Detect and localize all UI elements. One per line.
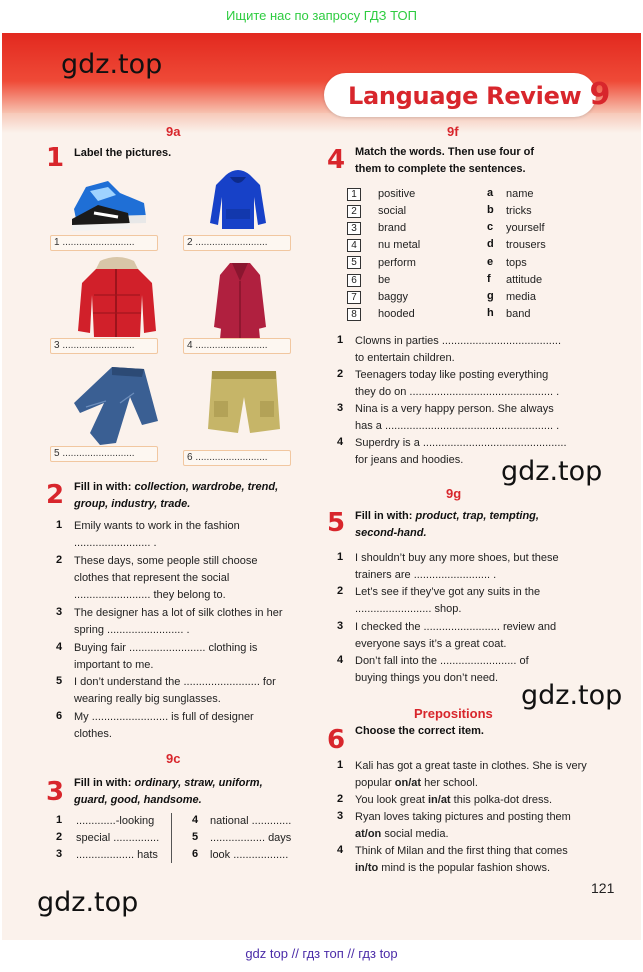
item-number: 4	[337, 844, 344, 856]
item-number: 4	[337, 436, 344, 448]
page-title	[348, 77, 610, 112]
ex5-item-4-line-1: Don’t fall into the ......................... of	[355, 655, 529, 667]
ex3-item-6: look ..................	[210, 849, 289, 861]
match-right-g: media	[506, 291, 536, 303]
match-letter: g	[487, 290, 494, 302]
column-divider	[171, 813, 172, 863]
ex2-item-2-line-3: ......................... they belong to.	[74, 589, 226, 601]
exercise-4-number: 4	[327, 145, 346, 175]
match-box: 4	[347, 239, 361, 252]
ex2-item-4-line-1: Buying fair ......................... clothing is	[74, 642, 258, 654]
watermark: gdz.top	[61, 49, 163, 80]
item-number: 2	[56, 554, 63, 566]
ex5-item-4-line-2: buying things you don’t need.	[355, 672, 499, 684]
exercise-5-instruction-cont	[355, 525, 427, 542]
item-number: 6	[192, 848, 199, 860]
match-letter: e	[487, 256, 494, 268]
coat-image	[212, 257, 268, 341]
choice-on-at[interactable]: on/at	[394, 777, 422, 789]
ex2-item-5-line-2: wearing really big sunglasses.	[74, 693, 221, 705]
item-number: 4	[56, 641, 63, 653]
ex5-item-2-line-1: Let’s see if they’ve got any suits in the	[355, 586, 541, 598]
label-box-6[interactable]: 6 ..........................	[183, 450, 291, 466]
instruction-prefix: Fill in with:	[355, 510, 416, 522]
title-number: 9	[589, 77, 611, 112]
item-number: 3	[337, 402, 344, 414]
match-letter: c	[487, 221, 494, 233]
ex3-item-5: .................. days	[210, 832, 292, 844]
title-label: Language Review	[348, 82, 582, 110]
match-right-d: trousers	[506, 239, 546, 251]
label-box-2[interactable]: 2 ..........................	[183, 235, 291, 251]
section-9f: 9f	[447, 124, 459, 139]
ex4-sentence-2-line-1: Teenagers today like posting everything	[355, 369, 549, 381]
top-search-link[interactable]: Ищите нас по запросу ГДЗ ТОП	[226, 8, 417, 23]
match-left-5: perform	[378, 257, 416, 269]
ex6-item-1-line-1: Kali has got a great taste in clothes. She is very	[355, 760, 587, 772]
match-box: 8	[347, 308, 361, 321]
item-number: 3	[337, 810, 344, 822]
exercise-3-number: 3	[46, 777, 65, 807]
shorts-image	[204, 367, 284, 443]
exercise-3-instruction	[74, 775, 263, 792]
watermark: gdz.top	[521, 680, 623, 711]
text-part: mind is the popular fashion shows.	[378, 862, 551, 874]
ex2-item-3-line-2: spring ......................... .	[74, 624, 190, 636]
match-left-6: be	[378, 274, 391, 286]
item-number: 4	[192, 814, 199, 826]
match-left-1: positive	[378, 188, 416, 200]
match-box: 2	[347, 205, 361, 218]
item-number: 1	[56, 519, 63, 531]
match-box: 5	[347, 256, 361, 269]
match-letter: h	[487, 307, 494, 319]
ex4-sentence-1-line-1: Clowns in parties .......................................	[355, 335, 562, 347]
item-number: 1	[337, 759, 344, 771]
ex6-item-4-line-1: Think of Milan and the first thing that comes	[355, 845, 568, 857]
match-letter: d	[487, 238, 494, 250]
ex2-item-2-line-2: clothes that represent the social	[74, 572, 230, 584]
ex2-item-6-line-2: clothes.	[74, 728, 112, 740]
choice-in-at[interactable]: in/at	[427, 794, 451, 806]
item-number: 1	[337, 334, 344, 346]
item-number: 3	[56, 848, 63, 860]
ex5-item-3-line-1: I checked the ......................... review and	[355, 621, 557, 633]
item-number: 5	[56, 675, 63, 687]
ex5-item-1-line-1: I shouldn’t buy any more shoes, but these	[355, 552, 559, 564]
exercise-5-number: 5	[327, 508, 346, 538]
item-number: 2	[56, 831, 63, 843]
match-box: 7	[347, 291, 361, 304]
exercise-6-instruction: Choose the correct item.	[355, 725, 484, 737]
match-left-8: hooded	[378, 308, 415, 320]
item-number: 4	[337, 654, 344, 666]
label-box-1[interactable]: 1 ..........................	[50, 235, 158, 251]
textbook-page	[2, 33, 641, 940]
jeans-image	[72, 363, 164, 449]
match-left-3: brand	[378, 222, 407, 234]
exercise-1-instruction: Label the pictures.	[74, 147, 172, 159]
exercise-4-instruction-cont: them to complete the sentences.	[355, 163, 526, 175]
text-part: this polka-dot dress.	[450, 794, 553, 806]
ex6-item-1-line-2	[355, 775, 478, 792]
match-box: 1	[347, 188, 361, 201]
instruction-words: collection, wardrobe, trend,	[134, 481, 279, 493]
text-part: You look great	[355, 794, 428, 806]
ex4-sentence-2-line-2: they do on ............................................... .	[355, 386, 560, 398]
match-right-e: tops	[506, 257, 527, 269]
watermark: gdz.top	[37, 887, 139, 918]
ex3-item-1: .............-looking	[76, 815, 155, 827]
hoodie-image	[208, 167, 268, 233]
exercise-3-instruction-cont	[74, 792, 202, 809]
match-letter: a	[487, 187, 494, 199]
ex2-item-4-line-2: important to me.	[74, 659, 154, 671]
section-9a: 9a	[166, 124, 181, 139]
item-number: 2	[337, 585, 344, 597]
instruction-words-cont: guard, good, handsome.	[74, 794, 202, 806]
choice-at-on[interactable]: at/on	[355, 828, 382, 840]
ex4-sentence-1-line-2: to entertain children.	[355, 352, 455, 364]
label-box-4[interactable]: 4 ..........................	[183, 338, 291, 354]
label-box-5[interactable]: 5 ..........................	[50, 446, 158, 462]
ex2-item-2-line-1: These days, some people still choose	[74, 555, 258, 567]
exercise-6-number: 6	[327, 725, 346, 755]
match-left-2: social	[378, 205, 407, 217]
match-right-f: attitude	[506, 274, 543, 286]
exercise-4-instruction: Match the words. Then use four of	[355, 146, 535, 158]
item-number: 1	[56, 814, 63, 826]
instruction-prefix: Fill in with:	[74, 777, 135, 789]
exercise-2-instruction-cont	[74, 496, 190, 513]
ex4-sentence-4-line-2: for jeans and hoodies.	[355, 454, 464, 466]
ex6-item-3-line-1: Ryan loves taking pictures and posting them	[355, 811, 571, 823]
ex4-sentence-3-line-2: has a ....................................................... .	[355, 420, 560, 432]
item-number: 1	[337, 551, 344, 563]
item-number: 3	[56, 606, 63, 618]
ex5-item-3-line-2: everyone says it’s a great coat.	[355, 638, 507, 650]
match-right-b: tricks	[506, 205, 532, 217]
item-number: 3	[337, 620, 344, 632]
choice-in-to[interactable]: in/to	[355, 862, 379, 874]
ex5-item-1-line-2: trainers are ......................... .	[355, 569, 497, 581]
exercise-2-number: 2	[46, 480, 65, 510]
ex2-item-1-line-1: Emily wants to work in the fashion	[74, 520, 240, 532]
exercise-2-instruction	[74, 479, 278, 496]
ex2-item-5-line-1: I don’t understand the ......................... for	[74, 676, 276, 688]
watermark: gdz.top	[501, 456, 603, 487]
label-box-3[interactable]: 3 ..........................	[50, 338, 158, 354]
item-number: 2	[337, 793, 344, 805]
sneakers-image	[68, 173, 150, 233]
match-box: 3	[347, 222, 361, 235]
ex3-item-4: national .............	[210, 815, 292, 827]
match-right-h: band	[506, 308, 531, 320]
item-number: 2	[337, 368, 344, 380]
text-part: social media.	[381, 828, 449, 840]
exercise-5-instruction	[355, 508, 539, 525]
exercise-1-number: 1	[46, 143, 65, 173]
match-letter: f	[487, 273, 491, 285]
match-left-7: baggy	[378, 291, 408, 303]
page-number: 121	[591, 880, 615, 896]
ex3-item-2: special ...............	[76, 832, 160, 844]
match-box: 6	[347, 274, 361, 287]
match-right-c: yourself	[506, 222, 545, 234]
ex4-sentence-4-line-1: Superdry is a ...............................................	[355, 437, 567, 449]
instruction-words-cont: group, industry, trade.	[74, 498, 191, 510]
instruction-words: product, trap, tempting,	[415, 510, 539, 522]
match-right-a: name	[506, 188, 534, 200]
jacket-image	[76, 255, 158, 339]
ex6-item-4-line-2	[355, 860, 550, 877]
match-left-4: nu metal	[378, 239, 421, 251]
item-number: 5	[192, 831, 199, 843]
ex6-item-3-line-2	[355, 826, 449, 843]
ex2-item-1-line-2: ......................... .	[74, 537, 157, 549]
ex6-item-2-line-1	[355, 792, 552, 809]
ex4-sentence-3-line-1: Nina is a very happy person. She always	[355, 403, 554, 415]
ex2-item-3-line-1: The designer has a lot of silk clothes in her	[74, 607, 283, 619]
match-letter: b	[487, 204, 494, 216]
bottom-links[interactable]: gdz top // гдз топ // гдз top	[245, 946, 398, 961]
ex3-item-3: ................... hats	[76, 849, 158, 861]
ex2-item-6-line-1: My ......................... is full of designer	[74, 711, 254, 723]
section-prepositions: Prepositions	[414, 706, 493, 721]
instruction-words-cont: second-hand.	[355, 527, 427, 539]
section-9g: 9g	[446, 486, 462, 501]
ex5-item-2-line-2: ......................... shop.	[355, 603, 462, 615]
instruction-words: ordinary, straw, uniform,	[134, 777, 263, 789]
text-part: popular	[355, 777, 395, 789]
item-number: 6	[56, 710, 63, 722]
section-9c: 9c	[166, 751, 181, 766]
text-part: her school.	[421, 777, 478, 789]
instruction-prefix: Fill in with:	[74, 481, 135, 493]
